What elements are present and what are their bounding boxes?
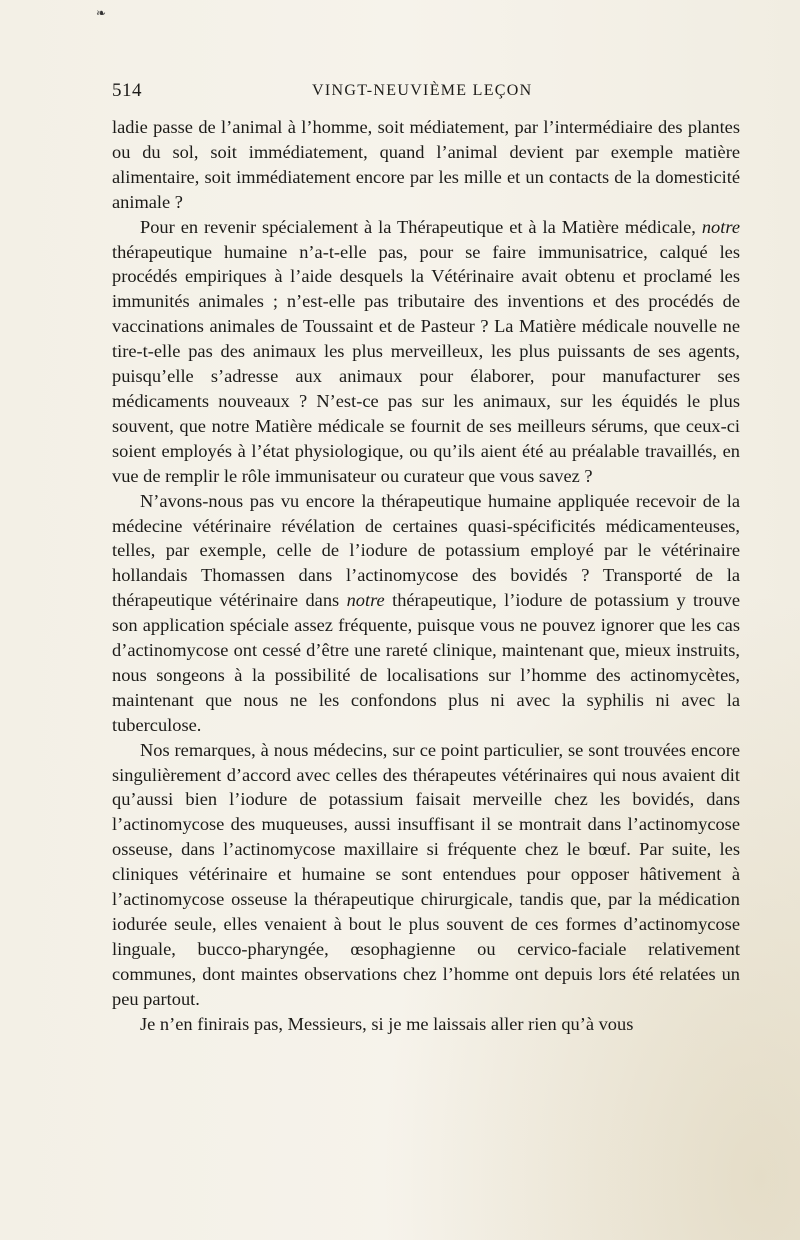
paragraph [112, 115, 740, 215]
body-text [112, 115, 740, 1037]
paragraph [112, 489, 740, 738]
text-segment: Je n’en finirais pas, Messieurs, si je me laissais aller rien qu’à vous [140, 1013, 634, 1034]
italic-text: notre [346, 590, 385, 611]
page-header [112, 80, 740, 104]
paragraph [112, 215, 740, 489]
text-segment: N’avons-nous pas vu encore la thérapeutique humaine appliquée recevoir de la médecine vétérinaire révélation de certaines quasi-spécificités médicamenteuses, telles, par exemple, celle de l’iodure de potassium employé par le vétérinaire hollandais Thomassen dans l’actinomycose des bovidés ? Transporté de la thérapeutique vétérinaire dans [112, 490, 740, 611]
text-segment: thérapeutique, l’iodure de potassium y trouve son application spéciale assez fréquente, puisque vous ne pouvez ignorer que les cas d’actinomycose ont cessé d’être une rareté clinique, maintenant que, mieux instruits, nous songeons à la possibilité de localisations sur l’homme des actinomycètes, maintenant que nous ne les confondons plus ni avec la syphilis ni avec la tuberculose. [112, 590, 741, 735]
text-segment: Pour en revenir spécialement à la Thérapeutique et à la Matière médicale, [140, 216, 702, 237]
italic-text: notre [701, 216, 740, 237]
text-segment: Nos remarques, à nous médecins, sur ce point particulier, se sont trouvées encore singulièrement d’accord avec celles des thérapeutes vétérinaires qui nous avaient dit qu’aussi bien l’iodure de potassium faisait merveille chez les bovidés, dans l’actinomycose des muqueuses, aussi insuffisant il se montrait dans l’actinomycose osseuse, dans l’actinomycose maxillaire si fréquente chez le bœuf. Par suite, les cliniques vétérinaire et humaine se sont entendues pour opposer hâtivement à l’actinomycose osseuse la thérapeutique chirurgicale, tandis que, par la médication iodurée seule, elles venaient à bout le plus souvent de ces formes d’actinomycose linguale, bucco-pharyngée, œsophagienne ou cervico-faciale relativement communes, dont maintes observations chez l’homme ont depuis lors été relatées un peu partout. [112, 739, 740, 1009]
text-segment: thérapeutique humaine n’a-t-elle pas, pour se faire immunisatrice, calqué les procédés empiriques à l’aide desquels la Vétérinaire avait obtenu et proclamé les immunités animales ; n’est-elle pas tributaire des inventions et des procédés de vaccinations animales de Toussaint et de Pasteur ? La Matière médicale nouvelle ne tire-t-elle pas des animaux les plus merveilleux, les plus puissants de ses agents, puisqu’elle s’adresse aux animaux pour élaborer, pour manufacturer ses médicaments nouveaux ? N’est-ce pas sur les animaux, sur les équidés le plus souvent, que notre Matière médicale se fournit de ses meilleurs sérums, que ceux-ci soient employés à l’état physiologique, ou qu’ils aient été au préalable travaillés, en vue de remplir le rôle immunisateur ou curateur que vous savez ? [112, 241, 740, 486]
paragraph [112, 738, 740, 1012]
running-title: VINGT-NEUVIÈME LEÇON [312, 82, 533, 99]
page-number: 514 [112, 80, 142, 101]
paragraph [112, 1012, 740, 1037]
text-segment: ladie passe de l’animal à l’homme, soit médiatement, par l’intermédiaire des plantes ou du sol, soit immédiatement, quand l’animal devient par exemple matière alimentaire, soit immédiatement encore par les mille et un contacts de la domesticité animale ? [112, 117, 740, 212]
printer-mark-icon: ❧ [96, 6, 107, 20]
